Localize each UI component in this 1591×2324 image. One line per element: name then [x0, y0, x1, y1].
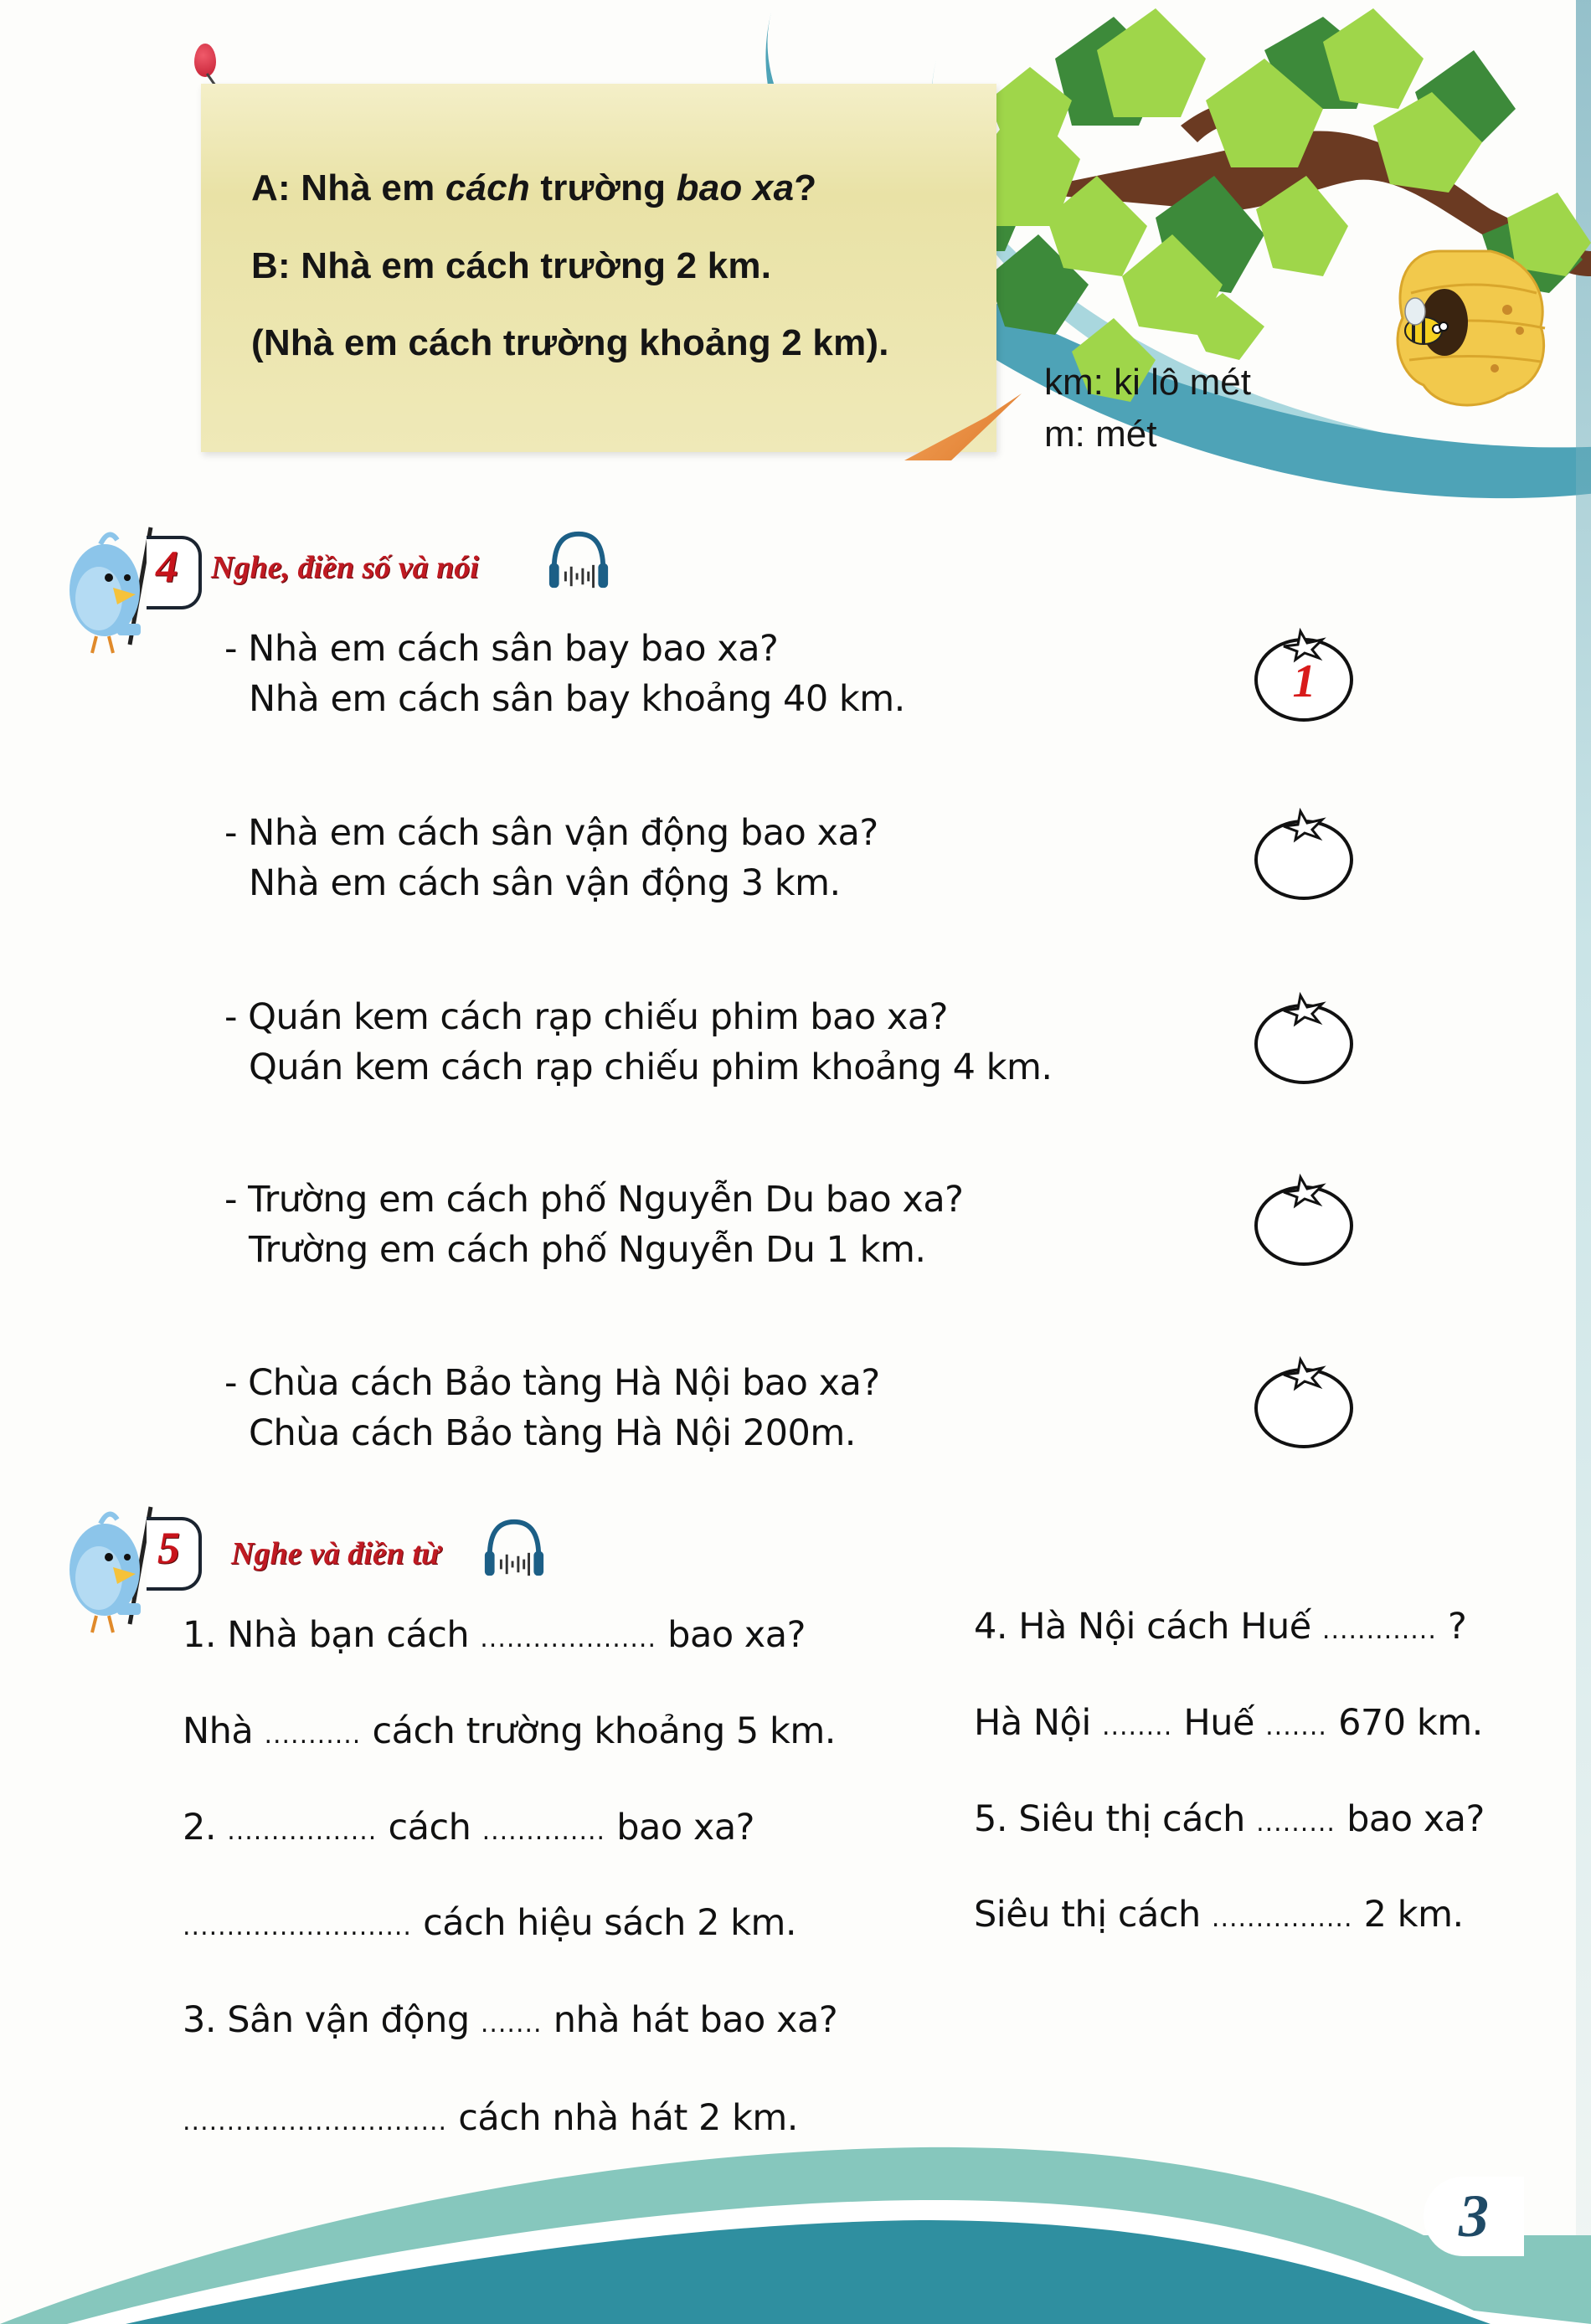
- exercise-4-question: - Chùa cách Bảo tàng Hà Nội bao xa?: [224, 1362, 880, 1404]
- page-number: 3: [1424, 2177, 1524, 2256]
- fill-line-3a: [183, 2097, 798, 2139]
- unit-km-definition: km: ki lô mét: [1044, 362, 1251, 403]
- blank-field[interactable]: ...........: [264, 1720, 362, 1750]
- exercise-5-title: Nghe và điền từ: [231, 1536, 440, 1571]
- text: bao xa?: [656, 1614, 806, 1656]
- exercise-4-title: Nghe, điền số và nói: [211, 550, 479, 585]
- fill-line-5q: [974, 1798, 1485, 1840]
- text: Huế: [1172, 1702, 1266, 1744]
- blank-field[interactable]: .................: [227, 1817, 378, 1846]
- text: Nhà: [183, 1710, 265, 1752]
- text: cách: [377, 1807, 482, 1848]
- blank-field[interactable]: ................: [1211, 1904, 1353, 1933]
- text: cách nhà hát 2 km.: [447, 2097, 798, 2139]
- blank-field[interactable]: ..............: [481, 1817, 606, 1846]
- note-line-b: B: Nhà em cách trường 2 km.: [251, 245, 772, 286]
- text: 3. Sân vận động: [183, 1999, 481, 2041]
- text: Siêu thị cách: [974, 1894, 1212, 1936]
- fill-line-1a: [183, 1710, 836, 1752]
- text: 4. Hà Nội cách Huế: [974, 1606, 1322, 1648]
- pushpin-icon: [194, 44, 216, 77]
- blank-field[interactable]: .............: [1321, 1616, 1437, 1645]
- text: bao xa?: [1335, 1798, 1485, 1840]
- text: Hà Nội: [974, 1702, 1102, 1744]
- unit-m-definition: m: mét: [1044, 414, 1157, 455]
- fill-line-5a: [974, 1894, 1464, 1936]
- fill-line-4q: [974, 1606, 1466, 1648]
- exercise-4-answer: Quán kem cách rạp chiếu phim khoảng 4 km.: [249, 1046, 1053, 1088]
- text: 2.: [183, 1807, 228, 1848]
- fill-line-3q: [183, 1999, 837, 2041]
- note-line-a-prefix: A: Nhà em: [251, 167, 445, 208]
- fill-line-2q: [183, 1807, 754, 1848]
- blank-field[interactable]: ..............................: [183, 2107, 448, 2136]
- text: ?: [1436, 1606, 1467, 1648]
- blank-field[interactable]: .......: [1265, 1712, 1327, 1741]
- blue-bird-mascot-icon: [67, 519, 159, 661]
- exercise-4-number: 4: [156, 542, 178, 592]
- text: cách trường khoảng 5 km.: [361, 1710, 836, 1752]
- exercise-4-question: - Nhà em cách sân bay bao xa?: [224, 628, 779, 670]
- fill-line-4a: [974, 1702, 1483, 1744]
- note-line-a-suffix: ?: [794, 167, 817, 208]
- tomato-icon: [1252, 984, 1357, 1088]
- tomato-answer-box[interactable]: [1252, 984, 1357, 1088]
- text: 1. Nhà bạn cách: [183, 1614, 481, 1656]
- text: nhà hát bao xa?: [542, 1999, 838, 2041]
- note-line-a: [251, 167, 816, 209]
- exercise-5-header: [67, 1490, 653, 1607]
- note-line-c: (Nhà em cách trường khoảng 2 km).: [251, 322, 889, 363]
- text: cách hiệu sách 2 km.: [411, 1902, 797, 1944]
- tomato-answer-box[interactable]: [1252, 800, 1357, 904]
- exercise-5-number: 5: [157, 1523, 180, 1573]
- text: bao xa?: [605, 1807, 754, 1848]
- text: 2 km.: [1352, 1894, 1464, 1936]
- exercise-4-answer: Chùa cách Bảo tàng Hà Nội 200m.: [249, 1412, 856, 1454]
- fill-line-1q: [183, 1614, 806, 1656]
- headphones-icon[interactable]: [481, 1515, 547, 1581]
- footer-wave-decoration: [0, 2143, 1591, 2324]
- blank-field[interactable]: ..........................: [183, 1912, 412, 1941]
- note-line-a-italic-cach: cách: [445, 167, 530, 208]
- tomato-answer-box[interactable]: [1252, 620, 1357, 724]
- exercise-4-question: - Trường em cách phố Nguyễn Du bao xa?: [224, 1179, 964, 1221]
- tomato-answer-box[interactable]: [1252, 1165, 1357, 1270]
- tomato-icon: [1252, 1165, 1357, 1270]
- blue-bird-mascot-icon: [67, 1499, 159, 1641]
- note-line-a-middle: trường: [529, 167, 677, 208]
- tomato-number: 1: [1292, 656, 1316, 707]
- exercise-4-question: - Quán kem cách rạp chiếu phim bao xa?: [224, 996, 948, 1038]
- exercise-4-answer: Nhà em cách sân bay khoảng 40 km.: [249, 678, 905, 720]
- exercise-4-question: - Nhà em cách sân vận động bao xa?: [224, 812, 878, 854]
- text: 5. Siêu thị cách: [974, 1798, 1257, 1840]
- fill-line-2a: [183, 1902, 796, 1944]
- blank-field[interactable]: ....................: [480, 1624, 656, 1653]
- blank-field[interactable]: ........: [1101, 1712, 1173, 1741]
- text: 670 km.: [1326, 1702, 1483, 1744]
- blank-field[interactable]: .........: [1256, 1808, 1336, 1838]
- tomato-answer-box[interactable]: [1252, 1348, 1357, 1452]
- note-line-a-italic-bao-xa: bao xa: [676, 167, 795, 208]
- exercise-4-answer: Nhà em cách sân vận động 3 km.: [249, 862, 841, 904]
- blank-field[interactable]: .......: [480, 2009, 543, 2039]
- headphones-icon[interactable]: [546, 527, 611, 593]
- tomato-icon: [1252, 1348, 1357, 1452]
- exercise-4-header: [67, 511, 653, 628]
- exercise-4-answer: Trường em cách phố Nguyễn Du 1 km.: [249, 1229, 926, 1271]
- tomato-icon: [1252, 800, 1357, 904]
